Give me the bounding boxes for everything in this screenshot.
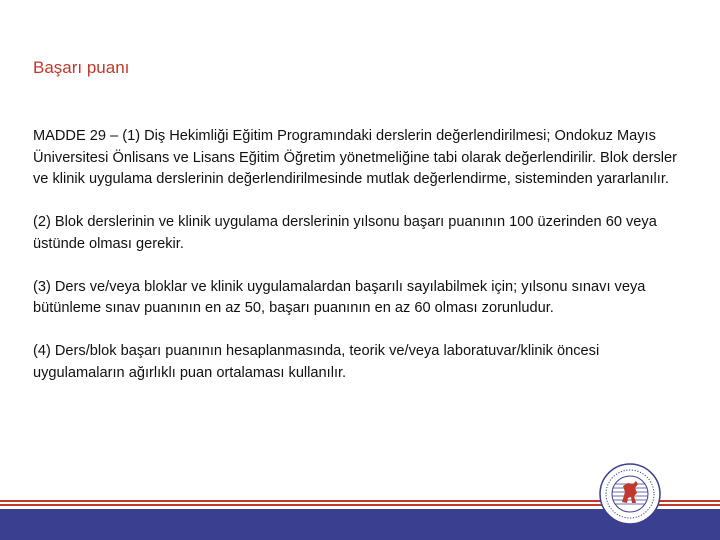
paragraph-madde-29-1: MADDE 29 – (1) Diş Hekimliği Eğitim Programındaki derslerin değerlendirilmesi; Ondokuz Mayıs Üniversitesi Önlisans ve Lisans Eğitim Öğretim yönetmeliğine tabi olarak değerlendirilir. Blok dersler ve klinik uygulama derslerinin değerlendirilmesinde mutlak değerlendirme, sisteminden yararlanılır. (33, 128, 678, 187)
slide-title: Başarı puanı (33, 58, 130, 77)
university-seal-icon (598, 462, 662, 526)
paragraph-madde-29-3: (3) Ders ve/veya bloklar ve klinik uygulamalardan başarılı sayılabilmek için; yılsonu sınavı veya bütünleme sınav puanının en az 50, başarı puanının en az 60 olması zorunludur. (33, 278, 646, 316)
slide-body (33, 126, 688, 406)
paragraph-madde-29-2: (2) Blok derslerinin ve klinik uygulama derslerinin yılsonu başarı puanının 100 üzerinden 60 veya üstünde olması gerekir. (33, 214, 657, 252)
paragraph-madde-29-4: (4) Ders/blok başarı puanının hesaplanmasında, teorik ve/veya laboratuvar/klinik öncesi uygulamaların ağırlıklı puan ortalaması kullanılır. (33, 343, 600, 381)
